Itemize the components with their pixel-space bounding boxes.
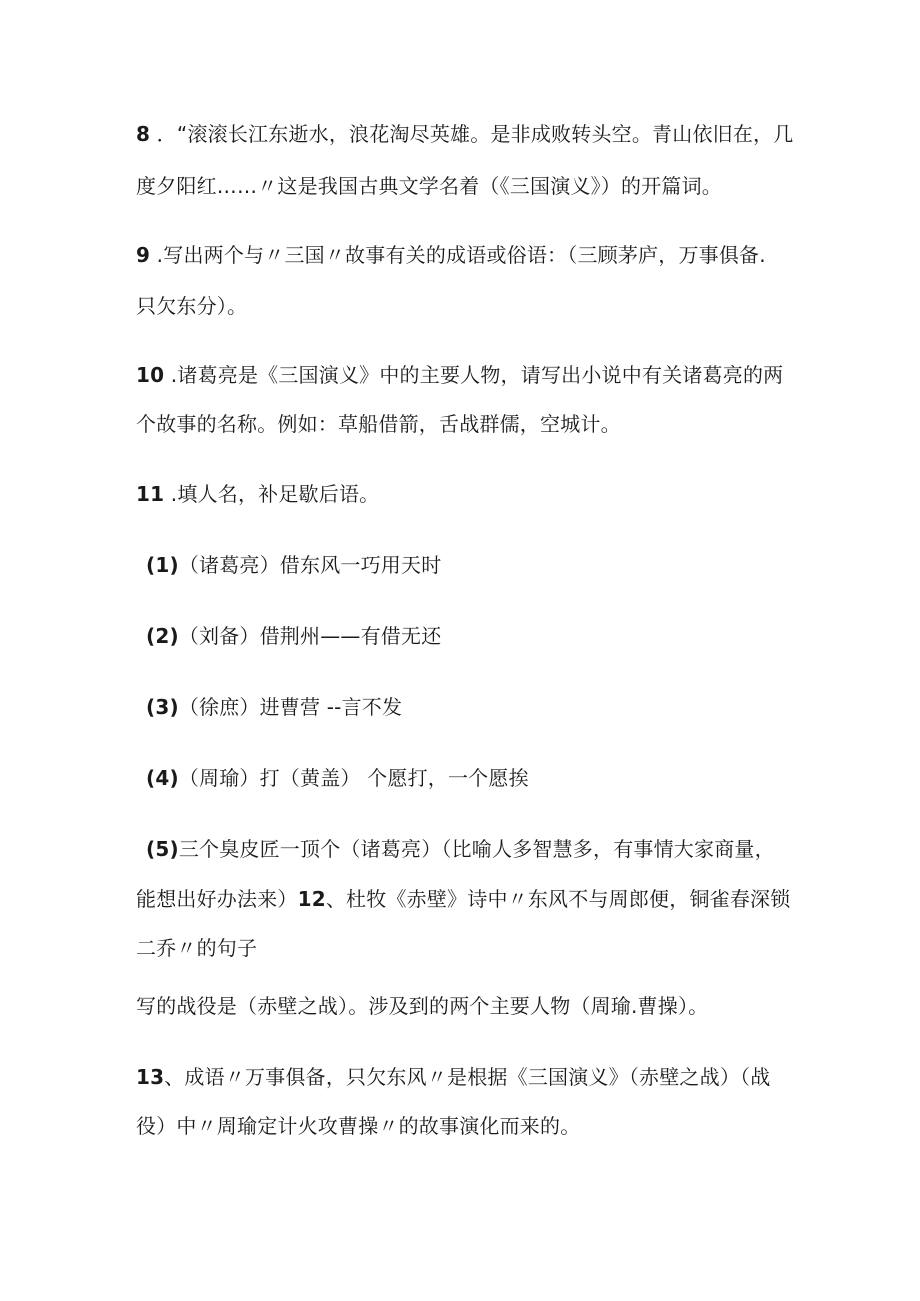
q10-number: 10 [136, 363, 165, 387]
q9-text-2: 只欠东分）。 [136, 294, 248, 318]
q11-continuation-1 [136, 885, 790, 913]
q8-line-1 [136, 120, 793, 148]
q11-item-2-number: (2) [146, 624, 179, 648]
q11-number: 11 [136, 482, 165, 506]
q11-item-2 [146, 622, 441, 650]
q11-item-3-number: (3) [146, 695, 179, 719]
q11-item-3 [146, 693, 402, 721]
q13-line-1 [136, 1063, 770, 1091]
q8-number: 8 [136, 122, 151, 146]
q11-text-1: .填人名，补足歇后语。 [164, 482, 380, 506]
q10-line-2 [136, 410, 621, 438]
q11-item-1-number: (1) [146, 553, 179, 577]
q12-line-3 [136, 992, 708, 1020]
q13-line-2 [136, 1112, 580, 1140]
q12-line-2 [136, 934, 257, 962]
q11-item-4-number: (4) [146, 766, 179, 790]
q10-line-1 [136, 361, 783, 389]
q11-item-5-number: (5) [146, 837, 179, 861]
q9-line-2 [136, 292, 247, 320]
q8-line-2 [136, 172, 722, 200]
q11-item-2-text: （刘备）借荆州——有借无还 [178, 624, 442, 648]
q9-text-1: .写出两个与〃三国〃故事有关的成语或俗语：（三顾茅庐，万事俱备. [150, 243, 766, 267]
q13-text-1: 、成语〃万事俱备，只欠东风〃是根据《三国演义》（赤壁之战）（战 [164, 1065, 771, 1089]
q9-line-1 [136, 241, 766, 269]
q8-text-1: ．“滚滚长江东逝水，浪花淘尽英雄。是非成败转头空。青山依旧在，几 [150, 122, 794, 146]
q12-text-1: 、杜牧《赤壁》诗中〃东风不与周郎便，铜雀春深锁 [325, 887, 791, 911]
q13-number: 13 [136, 1065, 165, 1089]
q12-text-2: 二乔〃的句子 [136, 936, 258, 960]
q12-number: 12 [297, 887, 326, 911]
q11-item-5-text: 三个臭皮匠一顶个（诸葛亮）（比喻人多智慧多，有事情大家商量， [178, 837, 775, 861]
q11-item-4-text: （周瑜）打（黄盖） 个愿打，一个愿挨 [178, 766, 529, 790]
q10-text-1: .诸葛亮是《三国演义》中的主要人物，请写出小说中有关诸葛亮的两 [164, 363, 784, 387]
q9-number: 9 [136, 243, 151, 267]
q11-continuation-text-a: 能想出好办法来） [136, 887, 298, 911]
q11-item-4 [146, 764, 529, 792]
q10-text-2: 个故事的名称。例如：草船借箭，舌战群儒，空城计。 [136, 412, 621, 436]
q13-text-2: 役）中〃周瑜定计火攻曹操〃的故事演化而来的。 [136, 1114, 581, 1138]
q12-text-3: 写的战役是（赤壁之战）。涉及到的两个主要人物（周瑜.曹操）。 [136, 994, 709, 1018]
q11-item-1-text: （诸葛亮）借东风一巧用天时 [178, 553, 442, 577]
q11-item-1 [146, 551, 441, 579]
q8-text-2: 度夕阳红……〃这是我国古典文学名着（《三国演义》）的开篇词。 [136, 174, 722, 198]
q11-line-1 [136, 480, 379, 508]
q11-item-3-text: （徐庶）进曹营 --言不发 [178, 695, 403, 719]
q11-item-5 [146, 835, 775, 863]
